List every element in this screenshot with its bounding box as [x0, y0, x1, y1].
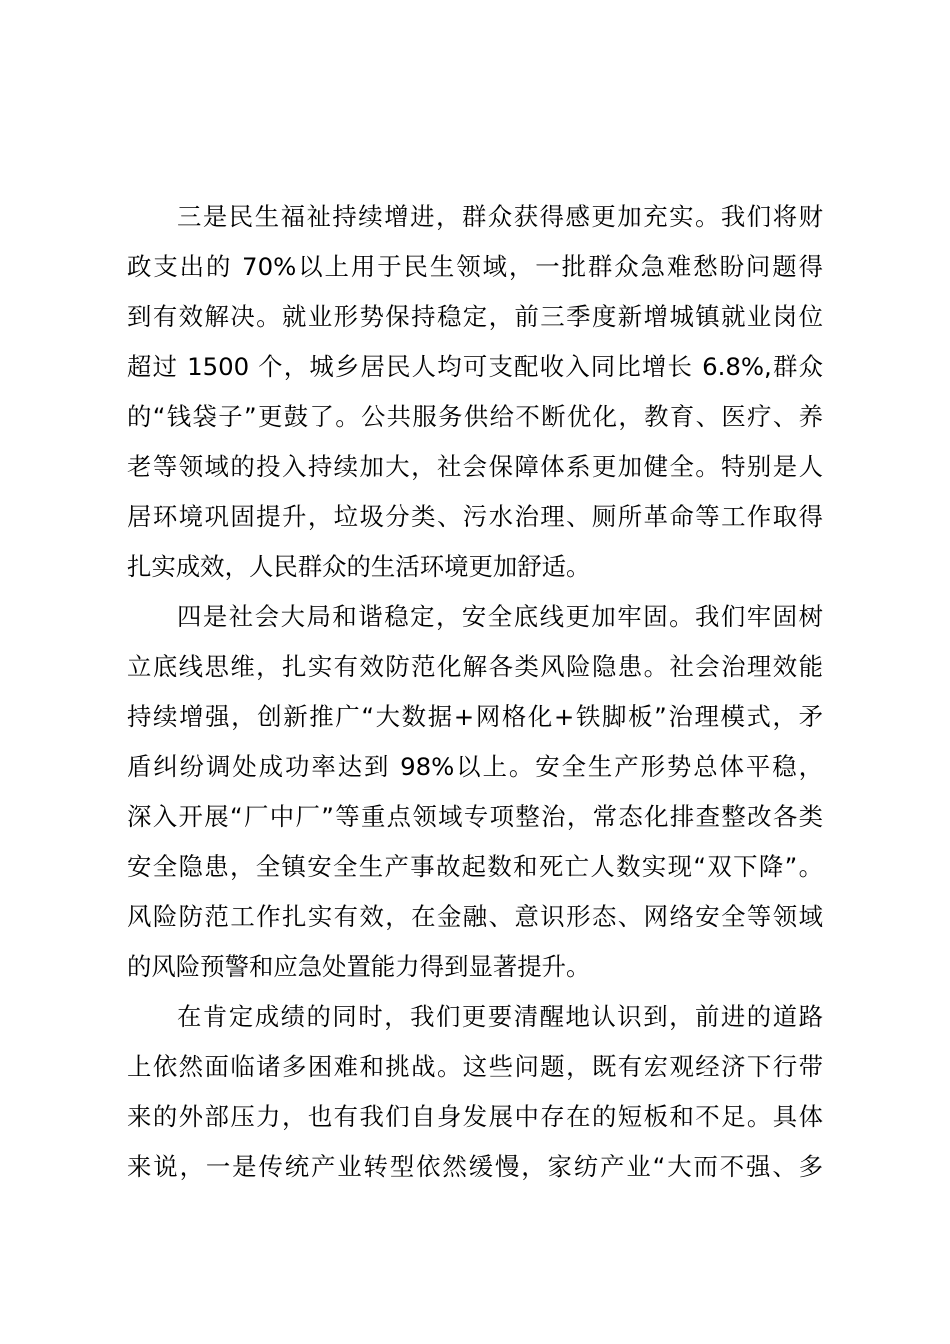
text-line: 居环境巩固提升，垃圾分类、污水治理、厕所革命等工作取得: [127, 502, 823, 531]
text-line: 来说，一是传统产业转型依然缓慢，家纺产业“大而不强、多: [127, 1152, 823, 1181]
text-line: 到有效解决。就业形势保持稳定，前三季度新增城镇就业岗位: [127, 302, 823, 331]
text-line: 老等领域的投入持续加大，社会保障体系更加健全。特别是人: [127, 452, 823, 481]
paragraph-challenges: [127, 992, 823, 1192]
paragraph-social-stability: [127, 592, 823, 992]
paragraph-livelihood: [127, 192, 823, 592]
text-line: 安全隐患，全镇安全生产事故起数和死亡人数实现“双下降”。: [127, 852, 823, 881]
text-line: 三是民生福祉持续增进，群众获得感更加充实。我们将财: [177, 202, 823, 231]
text-line: 在肯定成绩的同时，我们更要清醒地认识到，前进的道路: [177, 1002, 823, 1031]
text-line: 盾纠纷调处成功率达到 98%以上。安全生产形势总体平稳，: [127, 752, 823, 781]
text-line: 立底线思维，扎实有效防范化解各类风险隐患。社会治理效能: [127, 652, 823, 681]
text-line: 四是社会大局和谐稳定，安全底线更加牢固。我们牢固树: [177, 602, 823, 631]
text-line: 深入开展“厂中厂”等重点领域专项整治，常态化排查整改各类: [127, 802, 823, 831]
text-line: 风险防范工作扎实有效，在金融、意识形态、网络安全等领域: [127, 902, 823, 931]
text-line: 的风险预警和应急处置能力得到显著提升。: [127, 952, 591, 981]
text-line: 持续增强，创新推广“大数据+网格化+铁脚板”治理模式，矛: [127, 702, 823, 731]
text-line: 扎实成效，人民群众的生活环境更加舒适。: [127, 552, 591, 581]
text-line: 来的外部压力，也有我们自身发展中存在的短板和不足。具体: [127, 1102, 823, 1131]
document-body: [127, 192, 823, 1192]
text-line: 上依然面临诸多困难和挑战。这些问题，既有宏观经济下行带: [127, 1052, 823, 1081]
text-line: 的“钱袋子”更鼓了。公共服务供给不断优化，教育、医疗、养: [127, 402, 823, 431]
text-line: 超过 1500 个，城乡居民人均可支配收入同比增长 6.8%,群众: [127, 352, 823, 381]
text-line: 政支出的 70%以上用于民生领域，一批群众急难愁盼问题得: [127, 252, 823, 281]
